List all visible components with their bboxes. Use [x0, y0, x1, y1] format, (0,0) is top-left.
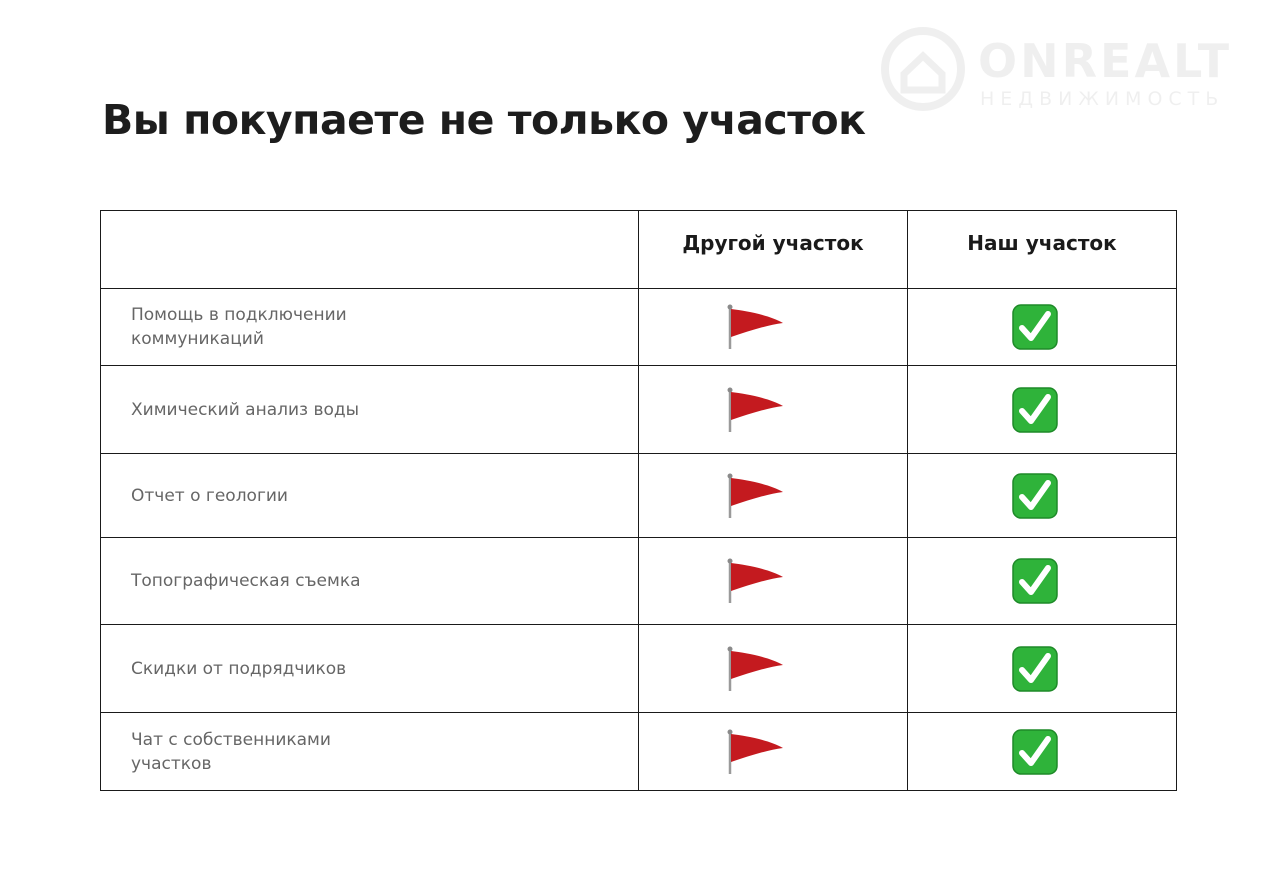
- row-label: Чат с собственниками участков: [101, 713, 639, 791]
- other-cell: [639, 289, 908, 366]
- table-row: [101, 625, 1177, 713]
- table-row: [101, 713, 1177, 791]
- row-label: Топографическая съемка: [101, 538, 639, 625]
- comparison-table: [100, 210, 1177, 791]
- ours-cell: [908, 625, 1177, 713]
- red-flag-icon: [727, 557, 787, 605]
- red-flag-icon: [727, 386, 787, 434]
- header-empty: [101, 211, 639, 289]
- check-mark-icon: [1012, 473, 1058, 519]
- row-label: Скидки от подрядчиков: [101, 625, 639, 713]
- other-cell: [639, 454, 908, 538]
- red-flag-icon: [727, 303, 787, 351]
- other-cell: [639, 538, 908, 625]
- brand-tagline: НЕДВИЖИМОСТЬ: [980, 88, 1225, 110]
- check-mark-icon: [1012, 558, 1058, 604]
- table-row: [101, 454, 1177, 538]
- ours-cell: [908, 366, 1177, 454]
- other-cell: [639, 713, 908, 791]
- row-label: Помощь в подключении коммуникаций: [101, 289, 639, 366]
- house-pin-logo-icon: [880, 26, 966, 112]
- check-mark-icon: [1012, 387, 1058, 433]
- ours-cell: [908, 454, 1177, 538]
- other-cell: [639, 625, 908, 713]
- red-flag-icon: [727, 728, 787, 776]
- check-mark-icon: [1012, 646, 1058, 692]
- table-row: [101, 366, 1177, 454]
- page-title: Вы покупаете не только участок: [102, 96, 866, 144]
- header-other-plot: Другой участок: [639, 211, 908, 289]
- ours-cell: [908, 713, 1177, 791]
- table-header-row: [101, 211, 1177, 289]
- row-label: Химический анализ воды: [101, 366, 639, 454]
- brand-watermark: [880, 26, 1250, 116]
- red-flag-icon: [727, 472, 787, 520]
- row-label: Отчет о геологии: [101, 454, 639, 538]
- ours-cell: [908, 538, 1177, 625]
- ours-cell: [908, 289, 1177, 366]
- check-mark-icon: [1012, 729, 1058, 775]
- red-flag-icon: [727, 645, 787, 693]
- header-our-plot: Наш участок: [908, 211, 1177, 289]
- other-cell: [639, 366, 908, 454]
- check-mark-icon: [1012, 304, 1058, 350]
- table-row: [101, 289, 1177, 366]
- table-row: [101, 538, 1177, 625]
- brand-name: ONREALT: [978, 34, 1233, 88]
